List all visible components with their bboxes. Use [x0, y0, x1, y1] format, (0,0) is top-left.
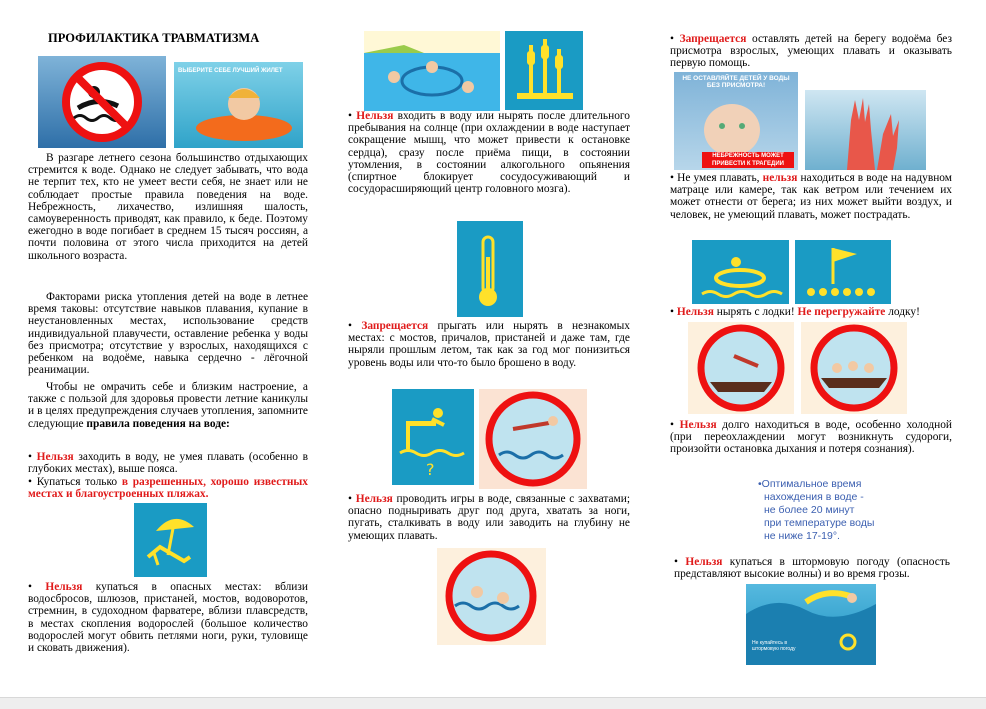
- no-swimming-icon: [38, 56, 166, 148]
- baby-poster: [674, 72, 798, 170]
- svg-text:?: ?: [426, 460, 435, 479]
- storm-icon: [746, 584, 876, 665]
- bullet-no-rough-games: • Нельзя проводить игры в воде, связанные с захватами; опасно подныривать друг под друга, хватать за ноги, пугать, сталкивать в воду или заводить на глубину не умеющих плавать.: [348, 493, 630, 542]
- bullet-boat-rules: • Нельзя нырять с лодки! Не перегружайте лодку!: [670, 306, 920, 318]
- poster-top-text: НЕ ОСТАВЛЯЙТЕ ДЕТЕЙ У ВОДЫ БЕЗ ПРИСМОТРА!: [682, 75, 790, 89]
- storm-caption: Не купайтесь в штормовую погоду: [752, 640, 796, 652]
- bullet-no-mattress: • Не умея плавать, нельзя находиться в воде на надувном матраце или камере, так как ветром или течением их может отнести от берега; из них может выйти воздух, и человек, не умеющий плавать, может пострадать.: [670, 172, 952, 221]
- bullet-no-long-stay: • Нельзя долго находиться в воде, особенно холодной (при переохлаждении могут возникнуть судороги, произойти остановка дыхания и потеря сознания).: [670, 419, 952, 456]
- intro-paragraph: В разгаре летнего сезона большинство отдыхающих стремится к воде. Однако не следует забывать, что вода не терпит тех, кто не умеет вести себя, не знает или не соблюдает простые правила поведения на воде. Небрежность, лихачество, излишняя шалость, самоуверенность приводят, как правило, к беде. Поэтому ежегодно в воде погибает в среднем 15 тысяч россиян, а почти половина от этого числа приходится на детей школьного возраста.: [28, 152, 308, 262]
- diving-board-sign: [392, 389, 474, 485]
- swimmers-cartoon: [364, 31, 500, 111]
- boat-diving-sign: [688, 322, 794, 414]
- flag-buoys-sign: [795, 240, 891, 304]
- bullet-dangerous-places: • Нельзя купаться в опасных местах: вблизи водосбросов, шлюзов, пристаней, мостов, водоворотов, стремнин, в судоходном фарватере, вблизи плавсредств, в местах скопления водорослей (большое количество водорослей могут обвить петлями ноги, руки, туловище и сковать движения).: [28, 581, 309, 655]
- bullet-no-leaving-children: • Запрещается оставлять детей на берегу водоёма без присмотра взрослых, умеющих плавать и оказывать первую помощь.: [670, 33, 952, 70]
- optimal-time-note: •Оптимальное время нахождения в воде - не более 20 минут при температуре воды не ниже 17-19°.: [758, 478, 875, 542]
- rules-intro-paragraph: Чтобы не омрачить себе и близким настроение, а также с пользой для здоровья провести летние каникулы и в целях предупреждения случаев утопления, запомните следующие правила поведения на воде:: [28, 381, 308, 430]
- bullet-no-entering-after-sun: • Нельзя входить в воду или нырять после длительного пребывания на солнце (при охлаждении в воде наступает сокращение мышц, что может привести к остановке сердца), сразу после приёма пищи, в состоянии утомления, в состоянии алкогольного опьянения (спиртное блокирует сосудосуживающий и сосудорасширяющий центр головного мозга).: [348, 110, 630, 196]
- overloaded-boat-sign: [801, 322, 907, 414]
- beach-umbrella-sign: [134, 503, 207, 577]
- storm-sign: [746, 584, 876, 665]
- thermometer-icon: [457, 221, 523, 317]
- rough-games-sign: [437, 548, 546, 645]
- photo-caption: ВЫБЕРИТЕ СЕБЕ ЛУЧШИЙ ЖИЛЕТ: [178, 68, 283, 74]
- child-with-float-photo: [174, 62, 303, 148]
- bullet-no-diving-unknown: • Запрещается прыгать или нырять в незнакомых местах: с мостов, причалов, пристаней и даже там, где ныряли прошлым летом, так как за год мог понизиться уровень воды или что-то было брошено в воду.: [348, 320, 630, 369]
- swim-ring-sign: [692, 240, 789, 304]
- no-swimming-photo: [38, 56, 166, 148]
- buoy-icon: [692, 240, 789, 304]
- poster-bottom-text: НЕБРЕЖНОСТЬ МОЖЕТ ПРИВЕСТИ К ТРАГЕДИИ: [702, 152, 794, 168]
- page-title: ПРОФИЛАКТИКА ТРАВМАТИЗМА: [48, 31, 260, 45]
- page-footer-bar: [0, 697, 986, 709]
- diving-prohibited-sign: [479, 389, 587, 489]
- drowning-hands-photo: [805, 90, 926, 170]
- flag-icon: [795, 240, 891, 304]
- bullet-permitted-places: • Купаться только в разрешенных, хорошо известных местах и благоустроенных пляжах.: [28, 476, 308, 501]
- thermometer-sign: [457, 221, 523, 317]
- bullet-no-storm-swimming: • Нельзя купаться в штормовую погоду (опасность представляют высокие волны) и во время грозы.: [674, 556, 950, 581]
- reeds-sign: [505, 31, 583, 110]
- beach-umbrella-icon: [134, 503, 207, 577]
- bullet-no-wading: • Нельзя заходить в воду, не умея плавать (особенно в глубоких местах), выше пояса.: [28, 451, 308, 476]
- diving-board-icon: [392, 389, 474, 485]
- risk-factors-paragraph: Факторами риска утопления детей на воде в летнее время таковы: отсутствие навыков плавания, купание в неустановленных местах, использование средств индивидуальной плавучести, оставление ребенка у воды без присмотра; отсутствие у взрослых, находящихся с ребенком на водоёме, навыка сердечно - лёгочной реанимации.: [28, 291, 308, 377]
